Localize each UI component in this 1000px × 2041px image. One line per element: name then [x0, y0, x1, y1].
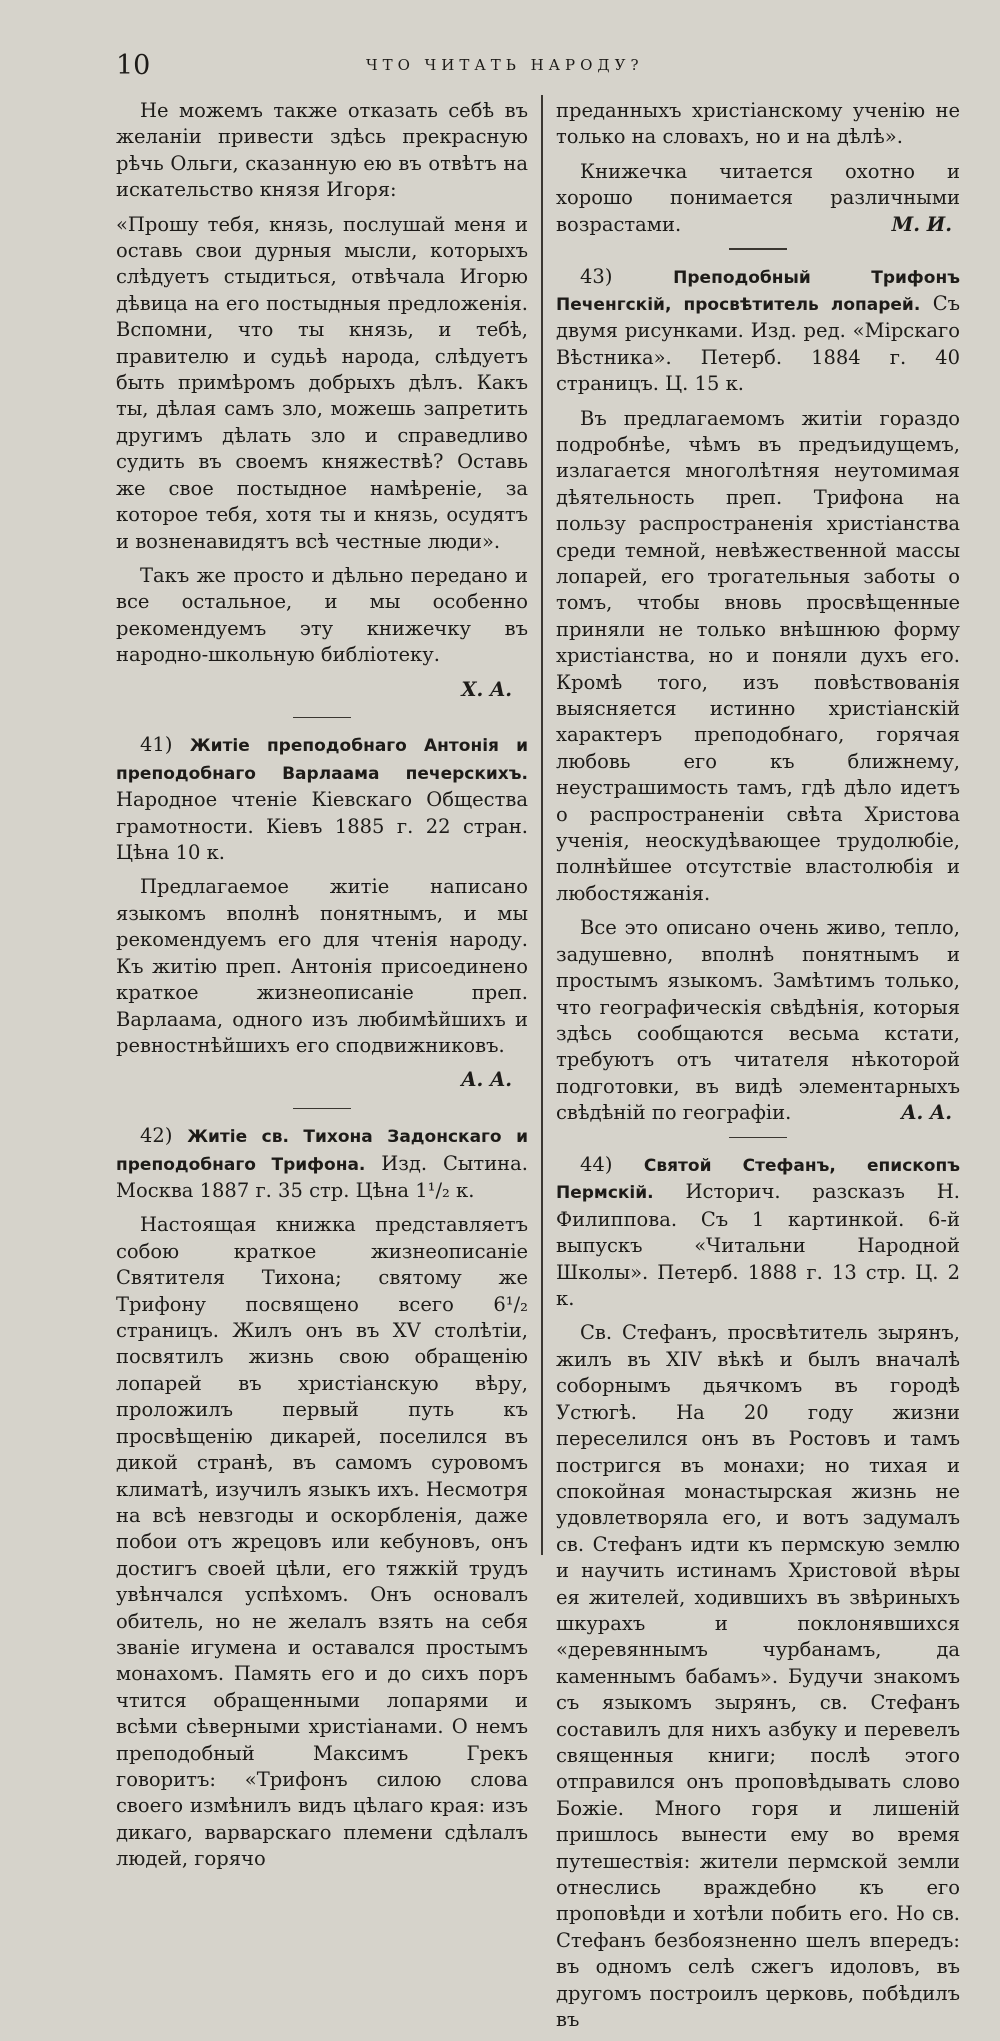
signature-aa-43: A. A. — [901, 1101, 952, 1125]
paragraph-recommendation: Такъ же просто и дѣльно передано и все остальное, и мы особенно рекомендуемъ эту книжечку въ народно-школьную библіотеку. — [116, 563, 528, 667]
entry-42-review: Настоящая книжка представляетъ собою краткое жизнеописаніе Святителя Тихона; святому же Трифону посвящено всего 6¹/₂ страницъ. Жилъ онъ въ XV столѣтіи, посвятилъ жизнь свою обращенію лопарей въ христіанскую вѣру, проложилъ первый путь къ просвѣщенію дикарей, поселился въ дикой странѣ, въ самомъ суровомъ климатѣ, изучилъ языкъ ихъ. Несмотря на всѣ невзгоды и оскорбленія, даже побои отъ жрецовъ или кебуновъ, онъ достигъ своей цѣли, его тяжкій трудъ увѣнчался успѣхомъ. Онъ основалъ обитель, но не желалъ взять на себя званіе игумена и оставался простымъ монахомъ. Память его и до сихъ поръ чтится обращенными лопарями и всѣми сѣверными христіанами. О немъ преподобный Максимъ Грекъ говоритъ: «Трифонъ силою слова своего измѣнилъ видъ цѣлаго края: изъ дикаго, варварскаго племени сдѣлалъ людей, горячо — [116, 1213, 528, 1871]
entry-42-details: Изд. Сытина. Москва 1887 г. 35 стр. Цѣна 1¹/₂ к. — [116, 1151, 529, 1203]
entry-41-details: Народное чтеніе Кіевскаго Общества грамотности. Кіевъ 1885 г. 22 стран. Цѣна 10 к. — [116, 788, 528, 865]
column-divider — [541, 95, 543, 1555]
entry-41-heading — [116, 732, 528, 866]
entry-43-number: 43) — [580, 264, 613, 288]
entry-43-details: Съ двумя рисунками. Изд. ред. «Мірскаго Вѣстника». Петерб. 1884 г. 40 страницъ. Ц. 15 к. — [556, 291, 961, 396]
page-number: 10 — [116, 50, 151, 81]
entry-41-title: Житіе преподобнаго Антонія и преподобнаго Варлаама печерскихъ. — [116, 736, 528, 784]
entry-42-closing — [556, 159, 960, 238]
entry-42-closing-text: Книжечка читается охотно и хорошо понимается различными возрастами. — [556, 159, 960, 236]
entry-42-review-continued: преданныхъ христіанскому ученію не только на словахъ, но и на дѣлѣ». — [556, 99, 960, 149]
signature-aa-41: A. A. — [461, 1068, 512, 1092]
entry-44-number: 44) — [580, 1153, 613, 1177]
signature-mi: М. И. — [891, 212, 952, 236]
entry-41-number: 41) — [140, 733, 173, 757]
separator-rule — [293, 717, 351, 719]
entry-43-title: Преподобный Трифонъ Печенгскій, просвѣтитель лопарей. — [556, 267, 961, 315]
paragraph-olga-intro: Не можемъ также отказать себѣ въ желаніи привести здѣсь прекрасную рѣчь Ольги, сказанную ею въ отвѣтъ на искательство князя Игоря: — [116, 99, 528, 202]
running-title: ЧТО ЧИТАТЬ НАРОДУ? — [366, 56, 644, 74]
left-column — [116, 98, 528, 1881]
separator-rule — [729, 1137, 787, 1139]
entry-43-review-2-text: Все это описано очень живо, тепло, задушевно, вполнѣ понятнымъ и простымъ языкомъ. Замѣтимъ только, что географическія свѣдѣнія, которыя здѣсь сообщаются весьма кстати, требуютъ отъ читателя нѣкоторой подготовки, въ видѣ элементарныхъ свѣдѣній по географіи. — [556, 916, 960, 1125]
separator-rule — [729, 248, 787, 250]
entry-41-review: Предлагаемое житіе написано языкомъ вполнѣ понятнымъ, и мы рекомендуемъ его для чтенія народу. Къ житію преп. Антонія присоединено краткое жизнеописаніе преп. Варлаама, одного изъ любимѣйшихъ и ревностнѣйшихъ его сподвижниковъ. — [116, 875, 528, 1057]
entry-42-heading — [116, 1123, 528, 1204]
entry-43-review: Въ предлагаемомъ житіи гораздо подробнѣе, чѣмъ въ предъидущемъ, излагается многолѣтняя неутомимая дѣятельность преп. Трифона на пользу распространенія христіанства среди темной, невѣжественной массы лопарей, его трогательныя заботы о томъ, чтобы вновь просвѣщенные приняли не только внѣшнюю форму христіанства, но и поняли духъ его. Кромѣ того, изъ повѣствованія выясняется истинно христіанскій характеръ преподобнаго, горячая любовь его къ ближнему, неустрашимость тамъ, гдѣ дѣло идетъ о распространеніи свѣта Христова ученія, неоскудѣвающее трудолюбіе, полнѣйшее отсутствіе властолюбія и любостяжанія. — [556, 406, 960, 905]
entry-44-review: Св. Стефанъ, просвѣтитель зырянъ, жилъ въ XIV вѣкѣ и былъ вначалѣ соборнымъ дьячкомъ въ городѣ Устюгѣ. На 20 году жизни переселился онъ въ Ростовъ и тамъ постригся въ монахи; но тихая и спокойная монастырская жизнь не удовлетворяла его, и вотъ задумалъ св. Стефанъ идти къ пермскую землю и научить истинамъ Христовой вѣры ея жителей, ходившихъ въ звѣриныхъ шкурахъ и поклонявшихся «деревяннымъ чурбанамъ, да каменнымъ бабамъ». Будучи знакомъ съ языкомъ зырянъ, св. Стефанъ составилъ для нихъ азбуку и перевелъ священныя книги; послѣ этого отправился онъ проповѣдывать слово Божіе. Много горя и лишеній пришлось вынести ему во время путешествія: жители пермской земли отнеслись враждебно къ его проповѣди и хотѣли побить его. Но св. Стефанъ безбоязненно шелъ впередъ: въ одномъ селѣ сжегъ идоловъ, въ другомъ построилъ церковь, побѣдилъ въ — [556, 1321, 960, 2032]
entry-44-details: Историч. разсказъ Н. Филиппова. Съ 1 картинкой. 6-й выпускъ «Читальни Народной Школы». Петерб. 1888 г. 13 стр. Ц. 2 к. — [556, 1180, 960, 1311]
entry-44-title: Святой Стефанъ, епископъ Пермскій. — [556, 1156, 961, 1204]
entry-44-heading — [556, 1152, 960, 1312]
right-column — [556, 98, 960, 2041]
entry-43-heading — [556, 264, 960, 398]
entry-43-review-2 — [556, 915, 960, 1126]
page-header — [116, 50, 940, 90]
signature-xa: X. A. — [461, 677, 512, 701]
separator-rule — [293, 1108, 351, 1110]
entry-42-number: 42) — [140, 1124, 173, 1148]
paragraph-olga-quote: «Прошу тебя, князь, послушай меня и оставь свои дурныя мысли, которыхъ слѣдуетъ стыдиться, отвѣчала Игорю дѣвица на его постыдныя предложенія. Вспомни, что ты князь, и тебѣ, правителю и судьѣ народа, слѣдуетъ быть примѣромъ добрыхъ дѣлъ. Какъ ты, дѣлая самъ зло, можешь запретить другимъ дѣлать зло и справедливо судить въ своемъ княжествѣ? Оставь же свое постыдное намѣреніе, за которое тебя, хотя ты и князь, осудятъ и возненавидятъ всѣ честные люди». — [116, 212, 528, 553]
entry-42-title: Житіе св. Тихона Задонскаго и преподобнаго Трифона. — [116, 1127, 529, 1175]
